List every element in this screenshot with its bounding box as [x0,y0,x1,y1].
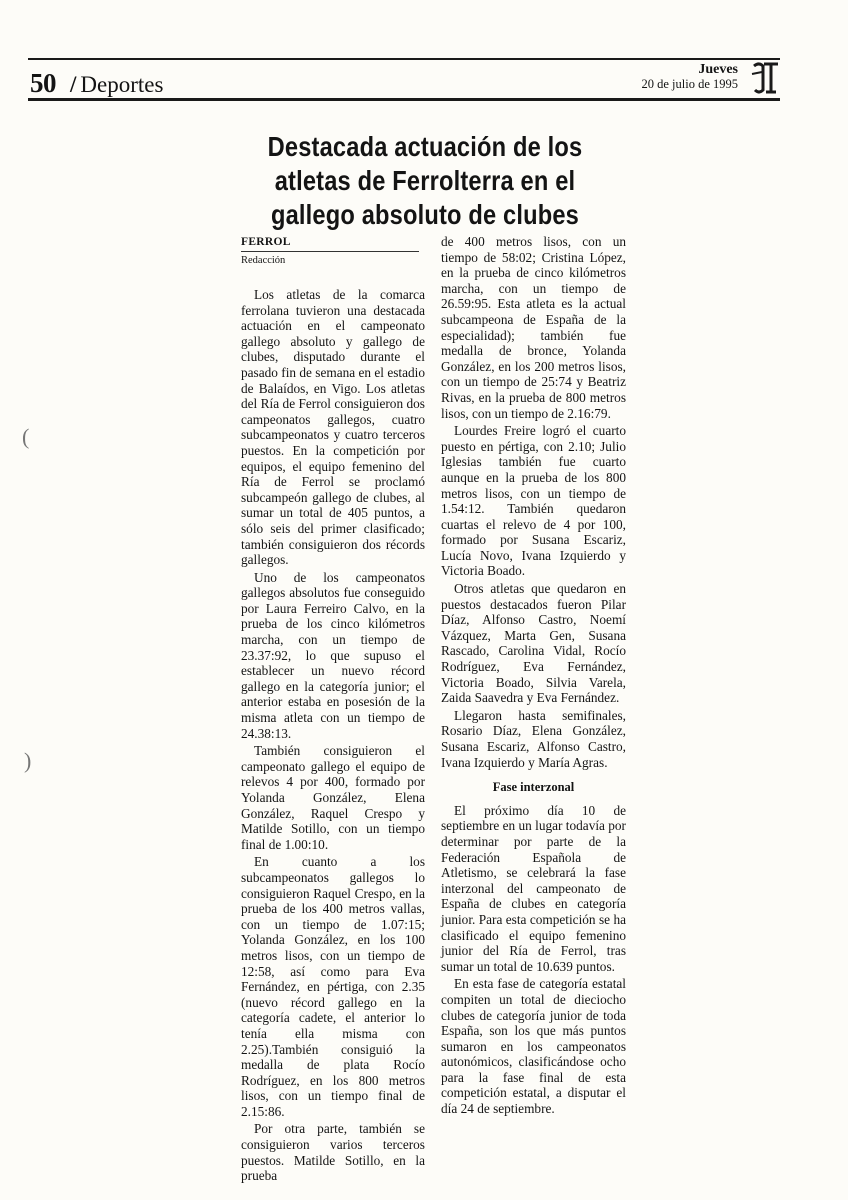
issue-day: Jueves [698,62,738,77]
paragraph: En esta fase de categoría estatal compiten un total de dieciocho clubes de categoría junior de toda España, son los que más puntos sumaron en los campeonatos autonómicos, clasificándose ocho para la fase final de esta competición estatal, a disputar el día 24 de septiembre. [441,976,626,1117]
section-title: / Deportes [70,72,164,97]
page-number: 50 [30,68,56,98]
paragraph: Uno de los campeonatos gallegos absolutos fue conseguido por Laura Ferreiro Calvo, en la prueba de los cinco kilómetros marcha, con un tiempo de 23.37:92, lo que supuso el establecer un nuevo récord gallego en la categoría junior; el anterior estaba en posesión de la misma atleta con un tiempo de 24.38:13. [241,569,425,741]
newspaper-logo-icon [750,60,780,96]
headline-line: gallego absoluto de clubes [270,199,580,230]
header-top-rule [28,58,780,60]
paragraph: Otros atletas que quedaron en puestos destacados fueron Pilar Díaz, Alfonso Castro, Noemí Vázquez, Marta Gen, Susana Rascado, Carolina Vidal, Rocío Rodríguez, Eva Fernández, Victoria Boado, Silvia Varela, Zaida Saavedra y Eva Fernández. [441,581,626,706]
dateline: FERROL [241,236,291,248]
issue-date-block [641,63,738,91]
headline-line: Destacada actuación de los [267,131,583,162]
paragraph: Llegaron hasta semifinales, Rosario Díaz, Elena González, Susana Escariz, Alfonso Castro, Ivana Izquierdo y María Agras. [441,707,626,770]
binder-hole-mark: ) [24,748,32,773]
article-headline [232,130,619,232]
paragraph-continuation: de 400 metros lisos, con un tiempo de 58:02; Cristina López, en la prueba de cinco kilómetros marcha, con un tiempo de 26.59:95. Esta atleta es la actual subcampeona de España de la especialidad); también fue medalla de bronce, Yolanda González, en los 200 metros lisos, con un tiempo de 25:74 y Beatriz Rivas, en la prueba de 800 metros lisos, con un tiempo de 2.16:79. [441,234,626,421]
issue-date: 20 de julio de 1995 [641,77,738,91]
binder-hole-mark: ( [22,424,30,449]
paragraph: Lourdes Freire logró el cuarto puesto en pértiga, con 2.10; Julio Iglesias también fue cuarto aunque en la prueba de los 800 metros lisos, con un tiempo de 1.54:12. También quedaron cuartas el relevo de 4 por 100, formado por Susana Escariz, Lucía Novo, Ivana Izquierdo y Victoria Boado. [441,423,626,579]
paragraph: El próximo día 10 de septiembre en un lugar todavía por determinar por parte de la Federación Española de Atletismo, se celebrará la fase interzonal del campeonato de España de clubes en categoría junior. Para esta competición se ha clasificado el equipo femenino junior del Ría de Ferrol, tras sumar un total de 10.639 puntos. [441,802,626,974]
article-column-2 [441,234,626,1119]
section-name: Deportes [80,72,164,97]
subheading: Fase interzonal [492,780,575,795]
byline-rule [241,251,419,252]
byline-credit: Redacción [241,255,286,266]
page-header [28,58,780,104]
paragraph: Los atletas de la comarca ferrolana tuvieron una destacada actuación en el campeonato gallego absoluto y gallego de clubes, disputado durante el pasado fin de semana en el estadio de Balaídos, en Vigo. Los atletas del Ría de Ferrol consiguieron dos campeonatos gallegos, cuatro subcampeonatos y cuatro terceros puestos. En la competición por equipos, el equipo femenino del Ría de Ferrol se proclamó subcampeón gallego de clubes, al sumar un total de 405 puntos, a sólo seis del primer clasificado; también consiguieron dos récords gallegos. [241,287,425,568]
paragraph: En cuanto a los subcampeonatos gallegos lo consiguieron Raquel Crespo, en la prueba de los 400 metros vallas, con un tiempo de 1.07:15; Yolanda González, en los 100 metros lisos, con un tiempo de 12:58, así como para Eva Fernández, en pértiga, con 2.35 (nuevo récord gallego en la categoría cadete, el anterior lo tenía ella misma con 2.25).También consiguió la medalla de plata Rocío Rodríguez, en los 800 metros lisos, con un tiempo final de 2.15:86. [241,854,425,1119]
headline-line: atletas de Ferrolterra en el [274,165,576,196]
paragraph: También consiguieron el campeonato gallego el equipo de relevos 4 por 400, formado por Yolanda González, Elena González, Raquel Crespo y Matilde Sotillo, con un tiempo final de 1.00:10. [241,743,425,852]
paragraph: Por otra parte, también se consiguieron varios terceros puestos. Matilde Sotillo, en la prueba [241,1121,425,1184]
article-column-1 [241,287,425,1186]
header-bottom-rule [28,98,780,101]
